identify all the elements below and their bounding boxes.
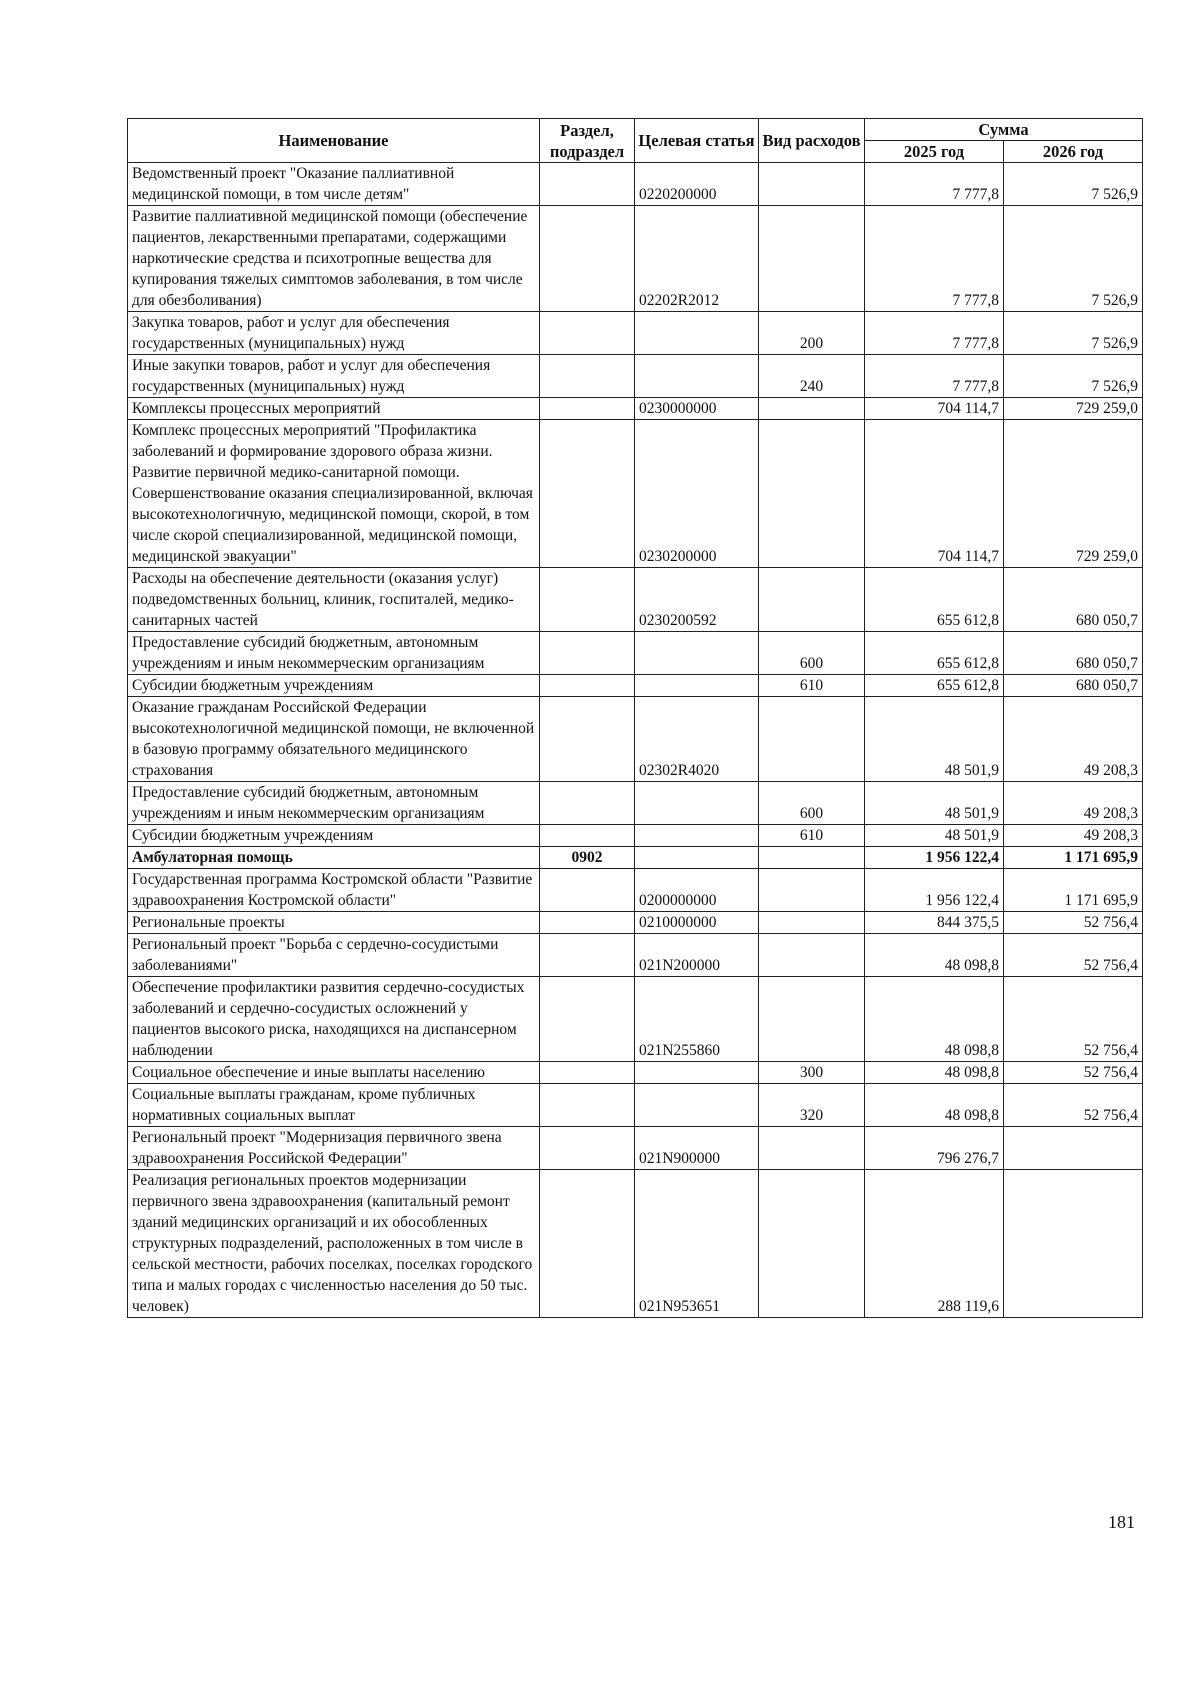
cell-kind: 610 [759,675,865,697]
cell-2025: 844 375,5 [865,912,1004,934]
cell-section [540,869,635,912]
cell-article: 02202R2012 [635,206,759,312]
table-row [128,206,1143,312]
cell-article [635,825,759,847]
cell-article: 0230200592 [635,568,759,632]
table-row [128,420,1143,568]
header-name: Наименование [128,119,540,163]
cell-section [540,1062,635,1084]
cell-article: 021N200000 [635,934,759,977]
cell-article [635,355,759,398]
cell-2026: 1 171 695,9 [1004,847,1143,869]
cell-section [540,1084,635,1127]
table-row [128,934,1143,977]
cell-2025: 48 098,8 [865,977,1004,1062]
cell-section [540,697,635,782]
cell-2025: 48 501,9 [865,782,1004,825]
cell-name: Комплексы процессных мероприятий [128,398,540,420]
cell-2026: 7 526,9 [1004,163,1143,206]
cell-2026: 680 050,7 [1004,568,1143,632]
cell-kind: 300 [759,1062,865,1084]
cell-section [540,312,635,355]
cell-kind: 600 [759,782,865,825]
cell-2026: 729 259,0 [1004,420,1143,568]
cell-section [540,355,635,398]
cell-name: Развитие паллиативной медицинской помощи (обеспечение пациентов, лекарственными препаратами, содержащими наркотические средства и психотропные вещества для купирования тяжелых симптомов заболевания, в том числе для обезболивания) [128,206,540,312]
cell-name: Государственная программа Костромской области "Развитие здравоохранения Костромской области" [128,869,540,912]
table-row [128,825,1143,847]
cell-2026: 680 050,7 [1004,675,1143,697]
cell-2025: 796 276,7 [865,1127,1004,1170]
cell-article: 021N953651 [635,1170,759,1318]
cell-name: Региональный проект "Модернизация первичного звена здравоохранения Российской Федерации" [128,1127,540,1170]
table-row [128,1170,1143,1318]
table-row [128,782,1143,825]
cell-section [540,1127,635,1170]
header-kind: Вид расходов [759,119,865,163]
table-row [128,355,1143,398]
budget-table [127,118,1143,1318]
cell-name: Закупка товаров, работ и услуг для обеспечения государственных (муниципальных) нужд [128,312,540,355]
cell-name: Предоставление субсидий бюджетным, автономным учреждениям и иным некоммерческим организациям [128,782,540,825]
header-article: Целевая статья [635,119,759,163]
cell-2025: 655 612,8 [865,568,1004,632]
table-header [128,119,1143,163]
cell-section [540,632,635,675]
cell-section [540,163,635,206]
cell-2025: 48 501,9 [865,825,1004,847]
cell-2025: 48 098,8 [865,934,1004,977]
cell-kind [759,934,865,977]
cell-article: 0210000000 [635,912,759,934]
cell-2026: 1 171 695,9 [1004,869,1143,912]
cell-2026 [1004,1127,1143,1170]
cell-section [540,825,635,847]
cell-name: Реализация региональных проектов модернизации первичного звена здравоохранения (капитальный ремонт зданий медицинских организаций и их обособленных структурных подразделений, расположенных в том числе в сельской местности, рабочих поселках, поселках городского типа и малых городах с численностью населения до 50 тыс. человек) [128,1170,540,1318]
cell-section [540,912,635,934]
cell-article [635,312,759,355]
cell-2026: 52 756,4 [1004,912,1143,934]
cell-section [540,398,635,420]
cell-2025: 48 501,9 [865,697,1004,782]
cell-name: Обеспечение профилактики развития сердечно-сосудистых заболеваний и сердечно-сосудистых осложнений у пациентов высокого риска, находящихся на диспансерном наблюдении [128,977,540,1062]
cell-article: 021N255860 [635,977,759,1062]
header-year-2026: 2026 год [1004,141,1143,163]
cell-name: Предоставление субсидий бюджетным, автономным учреждениям и иным некоммерческим организациям [128,632,540,675]
cell-article [635,847,759,869]
cell-kind [759,420,865,568]
cell-kind: 320 [759,1084,865,1127]
cell-2025: 7 777,8 [865,163,1004,206]
cell-2026: 7 526,9 [1004,312,1143,355]
cell-2025: 704 114,7 [865,420,1004,568]
cell-section [540,934,635,977]
table-row [128,1127,1143,1170]
table-row [128,977,1143,1062]
cell-article: 021N900000 [635,1127,759,1170]
cell-2025: 704 114,7 [865,398,1004,420]
cell-kind: 200 [759,312,865,355]
cell-name: Социальные выплаты гражданам, кроме публичных нормативных социальных выплат [128,1084,540,1127]
table-row [128,912,1143,934]
table-row [128,163,1143,206]
cell-article: 0220200000 [635,163,759,206]
table-row [128,632,1143,675]
cell-section: 0902 [540,847,635,869]
cell-name: Субсидии бюджетным учреждениям [128,675,540,697]
cell-kind [759,977,865,1062]
table-row [128,398,1143,420]
cell-kind [759,912,865,934]
cell-2025: 7 777,8 [865,312,1004,355]
header-sum: Сумма [865,119,1143,141]
cell-kind: 240 [759,355,865,398]
cell-2026 [1004,1170,1143,1318]
cell-kind [759,847,865,869]
cell-2026: 52 756,4 [1004,934,1143,977]
cell-kind [759,869,865,912]
cell-article: 0230000000 [635,398,759,420]
cell-2026: 7 526,9 [1004,355,1143,398]
cell-article [635,1084,759,1127]
table-row [128,1084,1143,1127]
cell-name: Региональный проект "Борьба с сердечно-сосудистыми заболеваниями" [128,934,540,977]
cell-2026: 49 208,3 [1004,825,1143,847]
table-body [128,163,1143,1318]
table-row [128,869,1143,912]
cell-section [540,420,635,568]
cell-article: 0230200000 [635,420,759,568]
cell-2025: 7 777,8 [865,355,1004,398]
cell-2025: 655 612,8 [865,675,1004,697]
cell-2026: 729 259,0 [1004,398,1143,420]
cell-2026: 49 208,3 [1004,782,1143,825]
cell-section [540,1170,635,1318]
cell-section [540,675,635,697]
cell-section [540,206,635,312]
cell-section [540,782,635,825]
cell-2026: 680 050,7 [1004,632,1143,675]
cell-article [635,782,759,825]
cell-name: Региональные проекты [128,912,540,934]
cell-2025: 1 956 122,4 [865,869,1004,912]
cell-kind [759,568,865,632]
cell-2025: 655 612,8 [865,632,1004,675]
cell-article [635,632,759,675]
cell-name: Субсидии бюджетным учреждениям [128,825,540,847]
cell-kind: 600 [759,632,865,675]
page-number: 181 [1108,1512,1135,1532]
cell-kind [759,697,865,782]
header-section: Раздел, подраздел [540,119,635,163]
cell-kind [759,1127,865,1170]
table-row [128,675,1143,697]
cell-article [635,675,759,697]
cell-2026: 7 526,9 [1004,206,1143,312]
table-row [128,847,1143,869]
cell-article: 0200000000 [635,869,759,912]
header-year-2025: 2025 год [865,141,1004,163]
cell-section [540,977,635,1062]
cell-name: Амбулаторная помощь [128,847,540,869]
cell-2025: 7 777,8 [865,206,1004,312]
cell-2025: 48 098,8 [865,1062,1004,1084]
cell-2026: 52 756,4 [1004,1062,1143,1084]
cell-2025: 1 956 122,4 [865,847,1004,869]
cell-name: Оказание гражданам Российской Федерации высокотехнологичной медицинской помощи, не включенной в базовую программу обязательного медицинского страхования [128,697,540,782]
cell-section [540,568,635,632]
cell-article [635,1062,759,1084]
cell-2026: 52 756,4 [1004,1084,1143,1127]
cell-kind [759,398,865,420]
cell-2026: 49 208,3 [1004,697,1143,782]
cell-kind [759,1170,865,1318]
cell-article: 02302R4020 [635,697,759,782]
cell-name: Комплекс процессных мероприятий "Профилактика заболеваний и формирование здорового образа жизни. Развитие первичной медико-санитарной помощи. Совершенствование оказания специализированной, включая высокотехнологичную, медицинской помощи, скорой, в том числе скорой специализированной, медицинской помощи, медицинской эвакуации" [128,420,540,568]
cell-kind: 610 [759,825,865,847]
cell-2026: 52 756,4 [1004,977,1143,1062]
table-row [128,312,1143,355]
table-row [128,697,1143,782]
cell-name: Расходы на обеспечение деятельности (оказания услуг) подведомственных больниц, клиник, госпиталей, медико-санитарных частей [128,568,540,632]
cell-name: Ведомственный проект "Оказание паллиативной медицинской помощи, в том числе детям" [128,163,540,206]
cell-name: Иные закупки товаров, работ и услуг для обеспечения государственных (муниципальных) нужд [128,355,540,398]
cell-2025: 288 119,6 [865,1170,1004,1318]
table-row [128,1062,1143,1084]
cell-kind [759,206,865,312]
table-row [128,568,1143,632]
cell-kind [759,163,865,206]
cell-name: Социальное обеспечение и иные выплаты населению [128,1062,540,1084]
cell-2025: 48 098,8 [865,1084,1004,1127]
